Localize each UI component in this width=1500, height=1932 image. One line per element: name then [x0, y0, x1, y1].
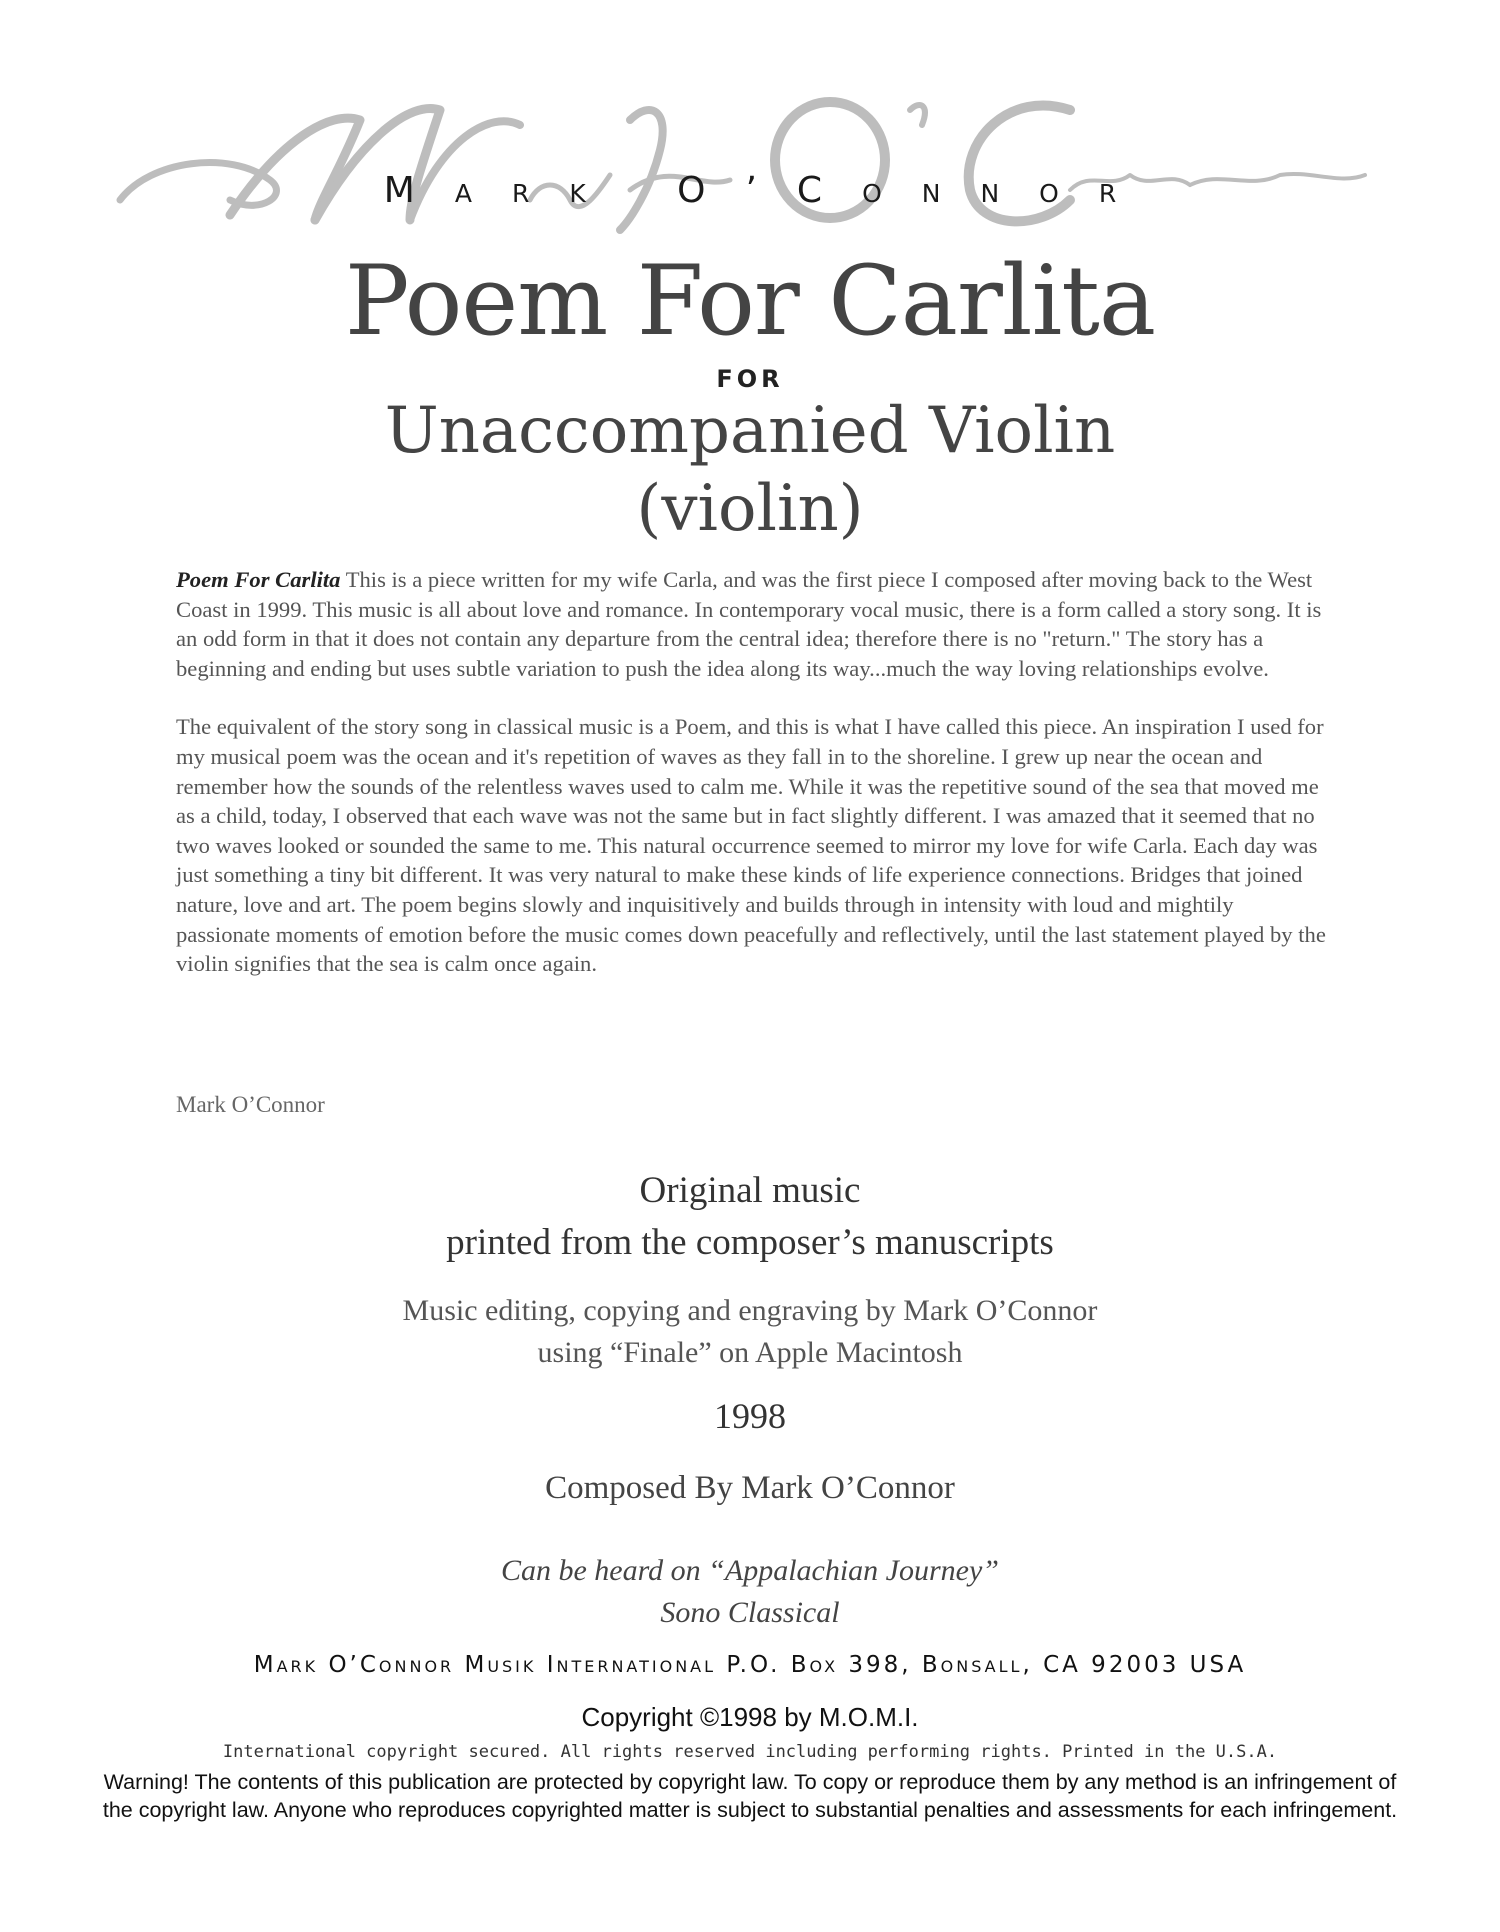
composer-brand: Mark O’Connor [383, 170, 1157, 211]
recording-credit [0, 1550, 1500, 1634]
instrumentation-line: Unaccompanied Violin [384, 394, 1116, 468]
instrumentation [0, 392, 1500, 548]
year: 1998 [714, 1396, 786, 1436]
credit-line: Music editing, copying and engraving by Mark O’Connor [402, 1294, 1098, 1327]
publisher-address: Mark O’Connor Musik International P.O. Box 398, Bonsall, CA 92003 USA [253, 1652, 1247, 1678]
credit-line: Can be heard on “Appalachian Journey” [500, 1554, 999, 1587]
credit-line: using “Finale” on Apple Macintosh [537, 1336, 963, 1369]
copyright-warning: Warning! The contents of this publication are protected by copyright law. To copy or reproduce them by any method is an infringement of the copyright law. Anyone who reproduces copyrighted matter is subject to substantial penalties and assessments for each infringement. [102, 1770, 1398, 1822]
signature-logo [110, 80, 1370, 250]
notes-lead-title: Poem For Carlita [176, 567, 341, 592]
for-label: FOR [716, 365, 784, 393]
editing-credit [0, 1290, 1500, 1374]
credit-line: Original music [639, 1170, 861, 1211]
international-notice: International copyright secured. All rights reserved including performing rights. Printed in the U.S.A. [222, 1742, 1278, 1762]
original-music-credit [0, 1165, 1500, 1269]
credit-line: printed from the composer’s manuscripts [446, 1222, 1054, 1263]
notes-paragraph [176, 565, 1331, 683]
instrumentation-line: (violin) [636, 472, 864, 546]
piece-title: Poem For Carlita [344, 245, 1156, 357]
program-notes [176, 565, 1331, 1008]
notes-paragraph: The equivalent of the story song in classical music is a Poem, and this is what I have called this piece. An inspiration I used for my musical poem was the ocean and it's repetition of waves as they fall in to the shoreline. I grew up near the ocean and remember how the sounds of the relentless waves used to calm me. While it was the repetitive sound of the sea that moved me as a child, today, I observed that each wave was not the same but in fact slightly different. I was amazed that it seemed that no two waves looked or sounded the same to me. This natural occurrence seemed to mirror my love for wife Carla. Each day was just something a tiny bit different. It was very natural to make these kinds of life experience connections. Bridges that joined nature, love and art. The poem begins slowly and inquisitively and builds through in intensity with loud and mightily passionate moments of emotion before the music comes down peacefully and reflectively, until the last statement played by the violin signifies that the sea is calm once again. [176, 714, 1326, 977]
notes-signoff: Mark O’Connor [176, 1092, 325, 1117]
notes-text: This is a piece written for my wife Carla, and was the first piece I composed after moving back to the West Coast in 1999. This music is all about love and romance. In contemporary vocal music, there is a form called a story song. It is an odd form in that it does not contain any departure from the central idea; therefore there is no "return." The story has a beginning and ending but uses subtle variation to push the idea along its way...much the way loving relationships evolve. [176, 567, 1322, 681]
copyright-notice: Copyright ©1998 by M.O.M.I. [581, 1702, 919, 1732]
credit-line: Sono Classical [660, 1596, 840, 1629]
composed-by: Composed By Mark O’Connor [545, 1470, 955, 1506]
